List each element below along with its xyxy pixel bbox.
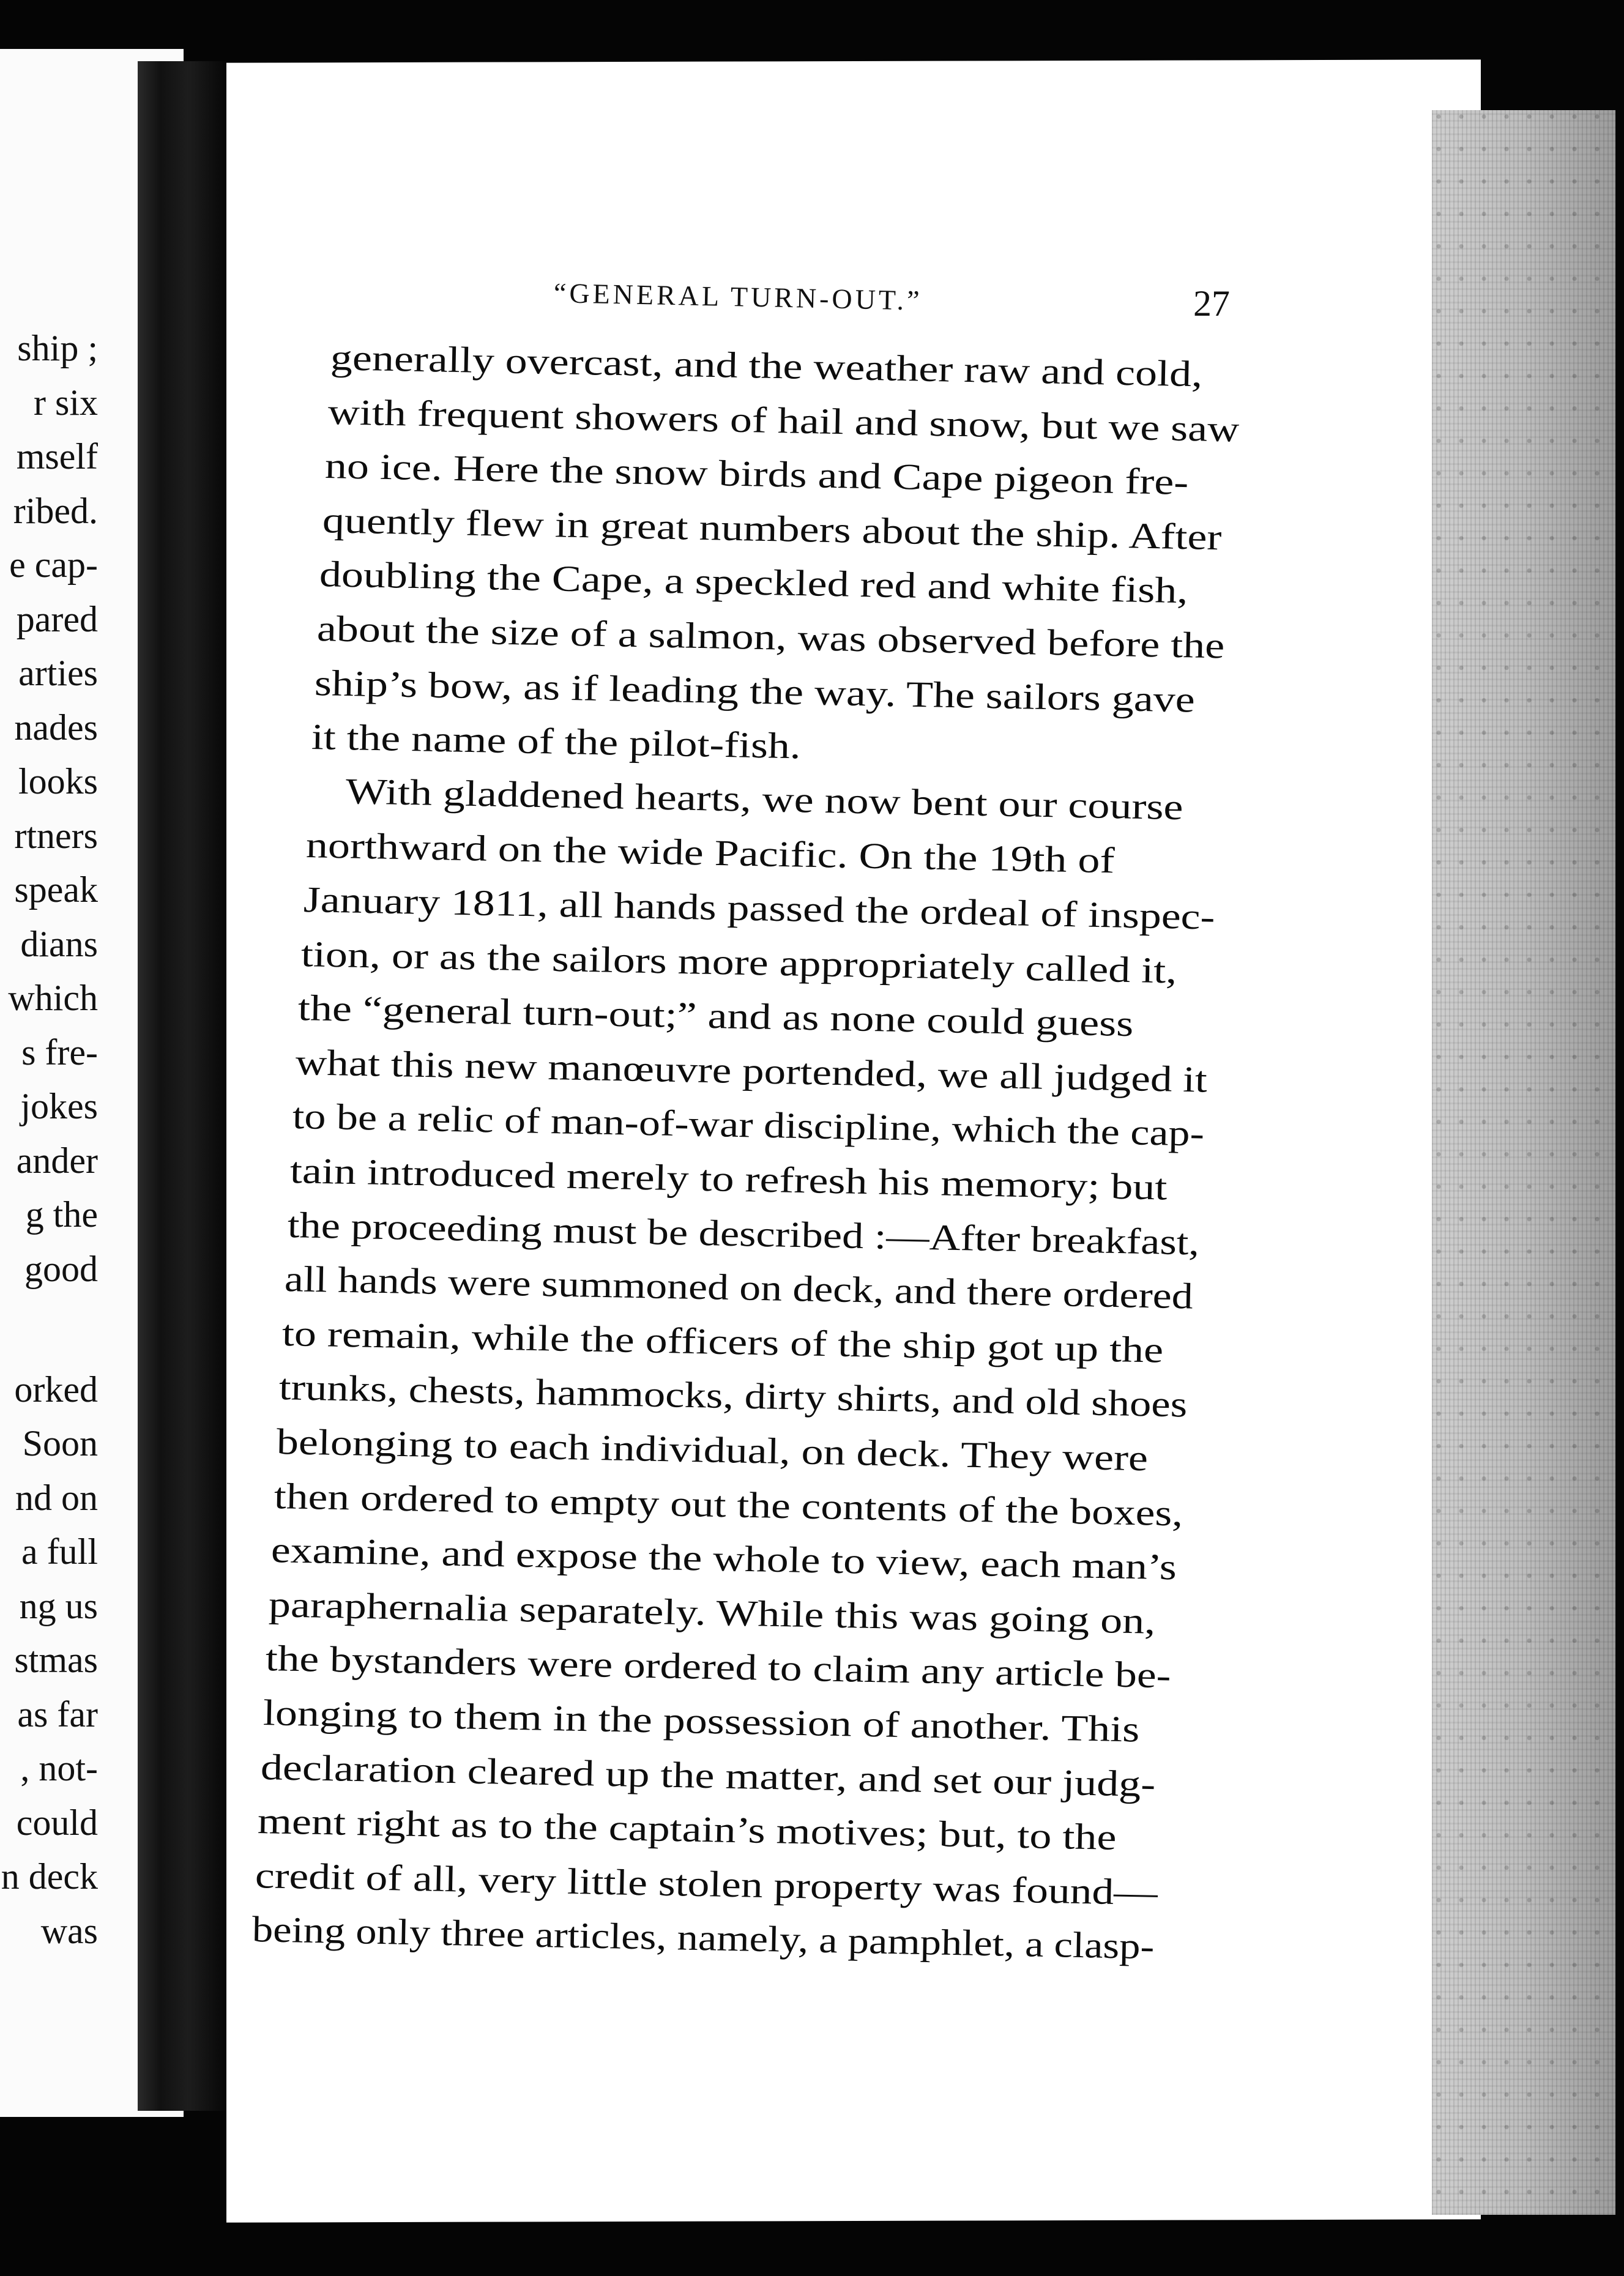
text-line: all hands were summoned on deck, and there ordered bbox=[284, 1259, 1194, 1317]
left-page-line: orked bbox=[14, 1369, 98, 1410]
text-line: paraphernalia separately. While this was going on, bbox=[268, 1583, 1156, 1642]
text-line: belonging to each individual, on deck. They were bbox=[276, 1421, 1149, 1479]
text-line: the proceeding must be described :—After breakfast, bbox=[286, 1204, 1200, 1263]
text-line: northward on the wide Pacific. On the 19th of bbox=[305, 825, 1116, 881]
page-number: 27 bbox=[1193, 283, 1230, 324]
text-line: to remain, while the officers of the ship got up the bbox=[281, 1312, 1164, 1370]
left-page-line: ng us bbox=[19, 1585, 98, 1626]
left-page-line: Soon bbox=[22, 1423, 98, 1463]
text-line: no ice. Here the snow birds and Cape pigeon fre- bbox=[324, 445, 1190, 503]
running-header: “GENERAL TURN-OUT.” bbox=[553, 277, 923, 316]
text-line: the bystanders were ordered to claim any article be- bbox=[265, 1638, 1172, 1696]
book-gutter bbox=[138, 61, 229, 2111]
left-page-line: arties bbox=[18, 653, 98, 693]
left-page-line: r six bbox=[34, 382, 98, 423]
left-page-line: a full bbox=[21, 1531, 98, 1572]
text-line: to be a relic of man-of-war discipline, which the cap- bbox=[292, 1096, 1205, 1154]
left-page-line: g the bbox=[25, 1194, 98, 1235]
text-line: quently flew in great numbers about the ship. After bbox=[322, 499, 1222, 558]
text-line: about the size of a salmon, was observed before the bbox=[316, 608, 1225, 666]
left-page-line: pared bbox=[16, 598, 98, 639]
left-page-line: s fre- bbox=[21, 1032, 98, 1073]
left-page-line: nades bbox=[14, 707, 98, 748]
left-page-line: ship ; bbox=[17, 328, 98, 368]
text-line: longing to them in the possession of another. This bbox=[263, 1692, 1140, 1750]
text-line: January 1811, all hands passed the ordeal of inspec- bbox=[303, 879, 1216, 937]
text-line: ship’s bow, as if leading the way. The sailors gave bbox=[313, 662, 1195, 720]
left-page-line: ander bbox=[16, 1140, 98, 1181]
text-line: ment right as to the captain’s motives; but, to the bbox=[257, 1801, 1117, 1858]
left-page-line: speak bbox=[14, 869, 98, 910]
text-line: what this new manœuvre portended, we all judged it bbox=[295, 1041, 1208, 1100]
text-line: declaration cleared up the matter, and set our judg- bbox=[259, 1746, 1156, 1804]
text-line: trunks, chests, hammocks, dirty shirts, and old shoes bbox=[278, 1367, 1188, 1425]
left-page-line: dians bbox=[20, 923, 98, 964]
left-page-line: nd on bbox=[15, 1477, 98, 1518]
text-line: credit of all, very little stolen property was found— bbox=[255, 1854, 1158, 1913]
text-line: tain introduced merely to refresh his memory; but bbox=[289, 1150, 1168, 1208]
text-line: examine, and expose the whole to view, each man’s bbox=[270, 1530, 1177, 1588]
text-line: tion, or as the sailors more appropriately called it, bbox=[300, 933, 1177, 991]
text-line: the “general turn-out;” and as none could guess bbox=[297, 987, 1134, 1044]
left-page-line: which bbox=[8, 978, 98, 1018]
text-line: being only three articles, namely, a pamphlet, a clasp- bbox=[251, 1909, 1155, 1967]
left-page-line: n deck bbox=[1, 1856, 98, 1897]
page-fore-edge bbox=[1432, 110, 1615, 2215]
text-line: with frequent showers of hail and snow, but we saw bbox=[327, 391, 1240, 450]
left-page-line: looks bbox=[18, 761, 98, 801]
left-page-line: e cap- bbox=[9, 545, 98, 585]
text-line: generally overcast, and the weather raw and cold, bbox=[330, 337, 1203, 395]
left-page-line: mself bbox=[16, 436, 98, 477]
text-line: then ordered to empty out the contents of the boxes, bbox=[273, 1475, 1183, 1534]
left-page-line: was bbox=[40, 1910, 98, 1951]
left-page-line: jokes bbox=[20, 1086, 98, 1126]
left-page-line: , not- bbox=[20, 1748, 98, 1788]
left-page-line: stmas bbox=[14, 1640, 98, 1680]
left-page-line: could bbox=[16, 1802, 98, 1843]
text-line: doubling the Cape, a speckled red and white fish, bbox=[319, 554, 1189, 611]
left-page-line: as far bbox=[17, 1694, 98, 1735]
left-page-line: rtners bbox=[14, 815, 98, 856]
text-line: it the name of the pilot-fish. bbox=[311, 716, 802, 767]
left-page-line: ribed. bbox=[13, 490, 98, 531]
text-line: With gladdened hearts, we now bent our course bbox=[345, 770, 1183, 828]
left-page-line: good bbox=[24, 1248, 98, 1289]
